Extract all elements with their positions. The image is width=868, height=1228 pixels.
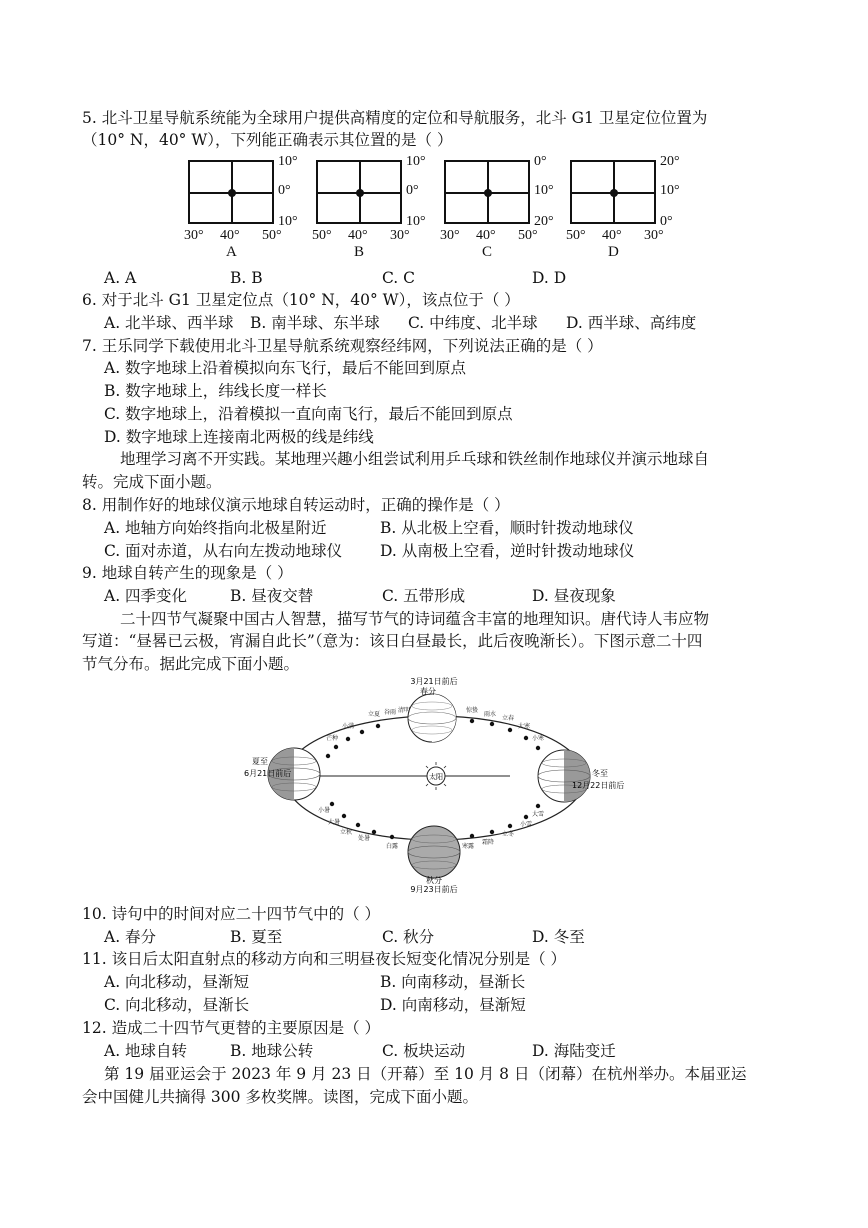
summer-date: 6月21日前后 (244, 769, 292, 778)
q10-option-a: A. 春分 (104, 928, 157, 946)
grid-label: 10° (406, 154, 426, 169)
q9-option-b: B. 昼夜交替 (230, 587, 314, 605)
intro2-line2: 写道：“昼晷已云极，宵漏自此长”（意为：该日白昼最长，此后夜晚渐长）。下图示意二十四 (82, 632, 703, 650)
autumn-globe (408, 826, 460, 878)
term-label: 处暑 (358, 835, 371, 842)
term-label: 小暑 (318, 807, 331, 814)
intro1-line1: 地理学习离不开实践。某地理兴趣小组尝试利用乒乓球和铁丝制作地球仪并演示地球自 (120, 450, 710, 468)
q5-option-d: D. D (532, 269, 567, 287)
q6-option-c: C. 中纬度、北半球 (408, 314, 538, 332)
intro2-line1: 二十四节气凝聚中国古人智慧，描写节气的诗词蕴含丰富的地理知识。唐代诗人韦应物 (120, 610, 710, 628)
autumn-date: 9月23日前后 (410, 885, 458, 894)
term-label: 谷雨 (384, 709, 397, 716)
q8-option-a: A. 地轴方向始终指向北极星附近 (104, 519, 327, 537)
q5-stem-line1: 5. 北斗卫星导航系统能为全球用户提供高精度的定位和导航服务，北斗 G1 卫星定位位置为 (82, 109, 708, 127)
grid-label: 10° (278, 214, 298, 229)
q11-stem: 11. 该日后太阳直射点的移动方向和三明昼夜长短变化情况分别是（ ） (82, 950, 567, 968)
summer-label: 夏至 (252, 757, 268, 766)
grid-label: 10° (278, 154, 298, 169)
q7-option-d: D. 数字地球上连接南北两极的线是纬线 (104, 428, 374, 446)
autumn-label: 秋分 (426, 876, 442, 885)
q5-stem-line2: （10° N，40° W），下列能正确表示其位置的是（ ） (82, 131, 453, 149)
grid-label: 50° (518, 228, 538, 243)
q9-option-c: C. 五带形成 (382, 587, 466, 605)
spring-globe (408, 694, 456, 742)
term-label: 芒种 (326, 735, 339, 742)
q12-option-c: C. 板块运动 (382, 1042, 466, 1060)
grid-label: 40° (220, 228, 240, 243)
q6-option-b: B. 南半球、东半球 (250, 314, 380, 332)
term-label: 立冬 (502, 831, 515, 838)
q12-option-a: A. 地球自转 (104, 1042, 188, 1060)
term-label: 大寒 (518, 723, 531, 730)
grid-label: 30° (390, 228, 410, 243)
grid-label: 30° (644, 228, 664, 243)
q10-option-c: C. 秋分 (382, 928, 435, 946)
intro2-line3: 节气分布。据此完成下面小题。 (82, 655, 300, 673)
grid-letter: D (608, 244, 619, 260)
q9-option-a: A. 四季变化 (104, 587, 188, 605)
q5-option-c: C. C (382, 269, 416, 287)
term-label: 白露 (386, 843, 399, 850)
q7-stem: 7. 王乐同学下载使用北斗卫星导航系统观察经纬网，下列说法正确的是（ ） (82, 337, 603, 355)
grid-label: 20° (660, 154, 680, 169)
grid-label: 0° (534, 154, 547, 169)
term-label: 小寒 (532, 735, 545, 742)
grid-label: 50° (566, 228, 586, 243)
winter-label: 冬至 (592, 769, 608, 778)
q11-option-c: C. 向北移动，昼渐长 (104, 996, 250, 1014)
grid-label: 0° (660, 214, 673, 229)
term-label: 惊蛰 (466, 707, 479, 714)
q6-option-a: A. 北半球、西半球 (104, 314, 234, 332)
q12-option-b: B. 地球公转 (230, 1042, 314, 1060)
q12-stem: 12. 造成二十四节气更替的主要原因是（ ） (82, 1019, 381, 1037)
intro3-line2: 会中国健儿共摘得 300 多枚奖牌。读图，完成下面小题。 (82, 1088, 478, 1106)
grid-label: 0° (278, 183, 291, 198)
solar-terms-diagram (240, 676, 630, 896)
q9-option-d: D. 昼夜现象 (532, 587, 616, 605)
position-dot (610, 189, 618, 197)
winter-date: 12月22日前后 (572, 781, 625, 790)
grid-label: 10° (660, 183, 680, 198)
term-label: 小雪 (520, 821, 533, 828)
grid-label: 30° (184, 228, 204, 243)
intro1-line2: 转。完成下面小题。 (82, 473, 222, 491)
grid-label: 20° (534, 214, 554, 229)
q10-stem: 10. 诗句中的时间对应二十四节气中的（ ） (82, 905, 381, 923)
grid-label: 10° (406, 214, 426, 229)
grid-label: 0° (406, 183, 419, 198)
position-dot (484, 189, 492, 197)
q8-option-b: B. 从北极上空看，顺时针拨动地球仪 (380, 519, 634, 537)
q7-option-b: B. 数字地球上，纬线长度一样长 (104, 382, 327, 400)
q9-stem: 9. 地球自转产生的现象是（ ） (82, 564, 293, 582)
grid-label: 40° (348, 228, 368, 243)
q6-stem: 6. 对于北斗 G1 卫星定位点（10° N，40° W），该点位于（ ） (82, 291, 520, 309)
term-label: 小满 (342, 723, 355, 730)
grid-label: 40° (602, 228, 622, 243)
q7-option-a: A. 数字地球上沿着模拟向东飞行，最后不能回到原点 (104, 359, 467, 377)
winter-globe (538, 750, 590, 802)
term-label: 霜降 (482, 839, 495, 846)
q5-option-a: A. A (104, 269, 137, 287)
q11-option-d: D. 向南移动，昼渐短 (380, 996, 526, 1014)
grid-label: 10° (534, 183, 554, 198)
grid-letter: A (226, 244, 237, 260)
grid-label: 50° (312, 228, 332, 243)
spring-date: 3月21日前后 (410, 677, 458, 686)
term-label: 雨水 (484, 711, 497, 718)
grid-label: 30° (440, 228, 460, 243)
grid-letter: B (354, 244, 365, 260)
term-label: 清明 (398, 707, 411, 714)
q6-option-d: D. 西半球、高纬度 (566, 314, 697, 332)
term-label: 寒露 (462, 843, 475, 850)
q5-option-b: B. B (230, 269, 263, 287)
term-label: 立春 (502, 715, 515, 722)
q7-option-c: C. 数字地球上，沿着模拟一直向南飞行，最后不能回到原点 (104, 405, 513, 423)
term-label: 大雪 (532, 811, 545, 818)
q10-option-d: D. 冬至 (532, 928, 585, 946)
q8-option-c: C. 面对赤道，从右向左拨动地球仪 (104, 542, 343, 560)
intro3-line1: 第 19 届亚运会于 2023 年 9 月 23 日（开幕）至 10 月 8 日（闭幕）在杭州举办。本届亚运 (104, 1065, 747, 1083)
sun-label: 太阳 (429, 773, 443, 781)
q10-option-b: B. 夏至 (230, 928, 283, 946)
term-label: 大暑 (328, 819, 341, 826)
q12-option-d: D. 海陆变迁 (532, 1042, 616, 1060)
q8-option-d: D. 从南极上空看，逆时针拨动地球仪 (380, 542, 635, 560)
q11-option-b: B. 向南移动，昼渐长 (380, 973, 526, 991)
grid-letter: C (482, 244, 493, 260)
grid-label: 50° (262, 228, 282, 243)
spring-label: 春分 (420, 687, 436, 696)
term-label: 立夏 (368, 711, 381, 718)
term-label: 立秋 (340, 829, 353, 836)
q11-option-a: A. 向北移动，昼渐短 (104, 973, 250, 991)
position-dot (228, 189, 236, 197)
position-dot (356, 189, 364, 197)
grid-label: 40° (476, 228, 496, 243)
q8-stem: 8. 用制作好的地球仪演示地球自转运动时，正确的操作是（ ） (82, 496, 510, 514)
